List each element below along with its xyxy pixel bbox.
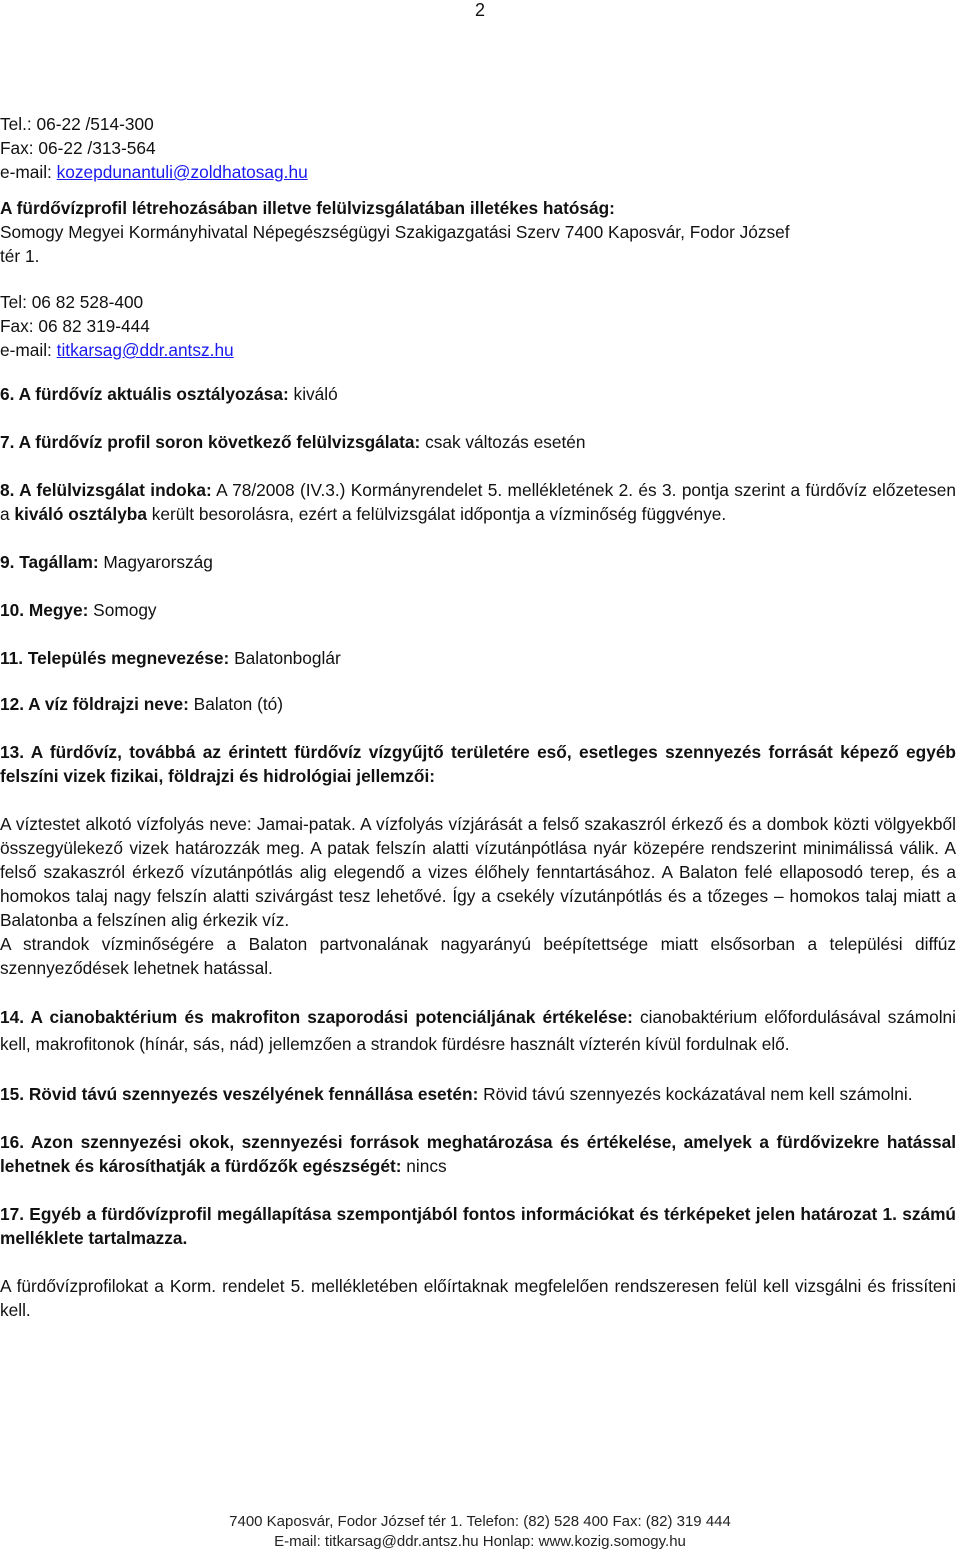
item-label: 8. A felülvizsgálat indoka: — [0, 480, 212, 500]
item-text: került besorolásra, ezért a felülvizsgálat időpontja a vízminőség függvénye. — [146, 504, 727, 524]
item-10 — [0, 598, 956, 622]
authority-heading: A fürdővízprofil létrehozásában illetve felülvizsgálatában illetékes hatóság: — [0, 198, 615, 218]
item-bold-text: kiváló osztályba — [14, 504, 147, 524]
item-value: csak változás esetén — [420, 432, 586, 452]
footer — [0, 1512, 960, 1552]
item-label: 12. A víz földrajzi neve: — [0, 694, 189, 714]
item-label: 16. Azon szennyezési okok, szennyezési források meghatározása és értékelése, amelyek a fürdővizekre hatással lehetnek és károsíthatják a fürdőzők egészségét: — [0, 1132, 956, 1176]
item-label: 10. Megye: — [0, 600, 89, 620]
item-13-paragraph-1: A víztestet alkotó vízfolyás neve: Jamai-patak. A vízfolyás vízjárását a felső szakaszról érkező és a dombok közti völgyekből összegyülekező vizek határozzák meg. A patak felszín alatti vízutánpótlása nyár közepére rendszerint minimálissá válik. A felső szakaszról érkező vízutánpótlás alig elegendő a vizes élőhely fenntartásához. A Balaton felé ellaposodó terep, és a homokos talaj nagy felszín alatti szivárgást tesz lehetővé. Így a csekély vízutánpótlás és a tőzeges – homokos talaj miatt a Balatonba a felszínen alig érkezik víz. — [0, 814, 956, 930]
item-6 — [0, 382, 956, 406]
contact-block-2 — [0, 290, 956, 362]
email-label: e-mail: — [0, 162, 57, 182]
item-label: 15. Rövid távú szennyezés veszélyének fennállása esetén: — [0, 1084, 479, 1104]
item-label: 9. Tagállam: — [0, 552, 99, 572]
item-value: Magyarország — [98, 552, 213, 572]
item-12 — [0, 692, 956, 716]
item-value: Somogy — [88, 600, 157, 620]
item-value: Rövid távú szennyezés kockázatával nem kell számolni. — [478, 1084, 913, 1104]
item-label: 6. A fürdővíz aktuális osztályozása: — [0, 384, 289, 404]
item-label: 14. A cianobaktérium és makrofiton szaporodási potenciáljának értékelése: — [0, 1007, 633, 1027]
contact-tel: Tel: 06 82 528-400 — [0, 292, 144, 312]
contact-email-row — [0, 160, 956, 184]
item-13-paragraph-2: A strandok vízminőségére a Balaton partvonalának nagyarányú beépítettsége miatt elsősorban a települési diffúz szennyeződések lehetnek hatással. — [0, 934, 956, 978]
contact-tel: Tel.: 06-22 /514-300 — [0, 114, 154, 134]
email-link[interactable]: titkarsag@ddr.antsz.hu — [56, 340, 234, 360]
footer-address: 7400 Kaposvár, Fodor József tér 1. Telefon: (82) 528 400 Fax: (82) 319 444 — [229, 1513, 731, 1530]
closing-paragraph: A fürdővízprofilokat a Korm. rendelet 5. mellékletében előírtaknak megfelelően rendszeresen felül kell vizsgálni és frissíteni kell. — [0, 1276, 956, 1320]
item-value: Balatonboglár — [229, 648, 341, 668]
page-number: 2 — [474, 0, 485, 20]
document-body — [0, 112, 956, 1322]
contact-block-1 — [0, 112, 956, 184]
item-value: Balaton (tó) — [188, 694, 284, 714]
item-value: nincs — [401, 1156, 447, 1176]
item-14 — [0, 1004, 956, 1058]
item-value: kiváló — [288, 384, 338, 404]
item-value: cianobaktérium előfordulásával számolni kell, makrofitonok (hínár, sás, nád) jellemzően a strandok fürdésre használt vízterén kívül fordulnak elő. — [0, 1007, 956, 1054]
item-text: A 78/2008 (IV.3.) Kormányrendelet 5. mellékletének 2. és 3. pontja szerint a fürdővíz előzetesen a — [0, 480, 956, 524]
item-label: 7. A fürdővíz profil soron következő felülvizsgálata: — [0, 432, 421, 452]
footer-contact: E-mail: titkarsag@ddr.antsz.hu Honlap: www.kozig.somogy.hu — [274, 1533, 686, 1550]
email-label: e-mail: — [0, 340, 57, 360]
item-label: 11. Település megnevezése: — [0, 648, 230, 668]
email-link[interactable]: kozepdunantuli@zoldhatosag.hu — [56, 162, 308, 182]
authority-line-2: tér 1. — [0, 246, 40, 266]
item-15 — [0, 1082, 956, 1106]
contact-fax: Fax: 06-22 /313-564 — [0, 138, 156, 158]
contact-email-row — [0, 338, 956, 362]
item-8 — [0, 478, 956, 526]
contact-fax: Fax: 06 82 319-444 — [0, 316, 150, 336]
item-9 — [0, 550, 956, 574]
item-13-heading: 13. A fürdővíz, továbbá az érintett fürdővíz vízgyűjtő területére eső, esetleges szennyezés forrását képező egyéb felszíni vizek fizikai, földrajzi és hidrológiai jellemzői: — [0, 742, 956, 786]
item-16 — [0, 1130, 956, 1178]
item-7 — [0, 430, 956, 454]
item-11 — [0, 646, 956, 670]
item-17: 17. Egyéb a fürdővízprofil megállapítása szempontjából fontos információkat és térképeket jelen határozat 1. számú melléklete tartalmazza. — [0, 1204, 956, 1248]
authority-block — [0, 196, 956, 268]
authority-line-1: Somogy Megyei Kormányhivatal Népegészségügyi Szakigazgatási Szerv 7400 Kaposvár, Fodor József — [0, 222, 790, 242]
